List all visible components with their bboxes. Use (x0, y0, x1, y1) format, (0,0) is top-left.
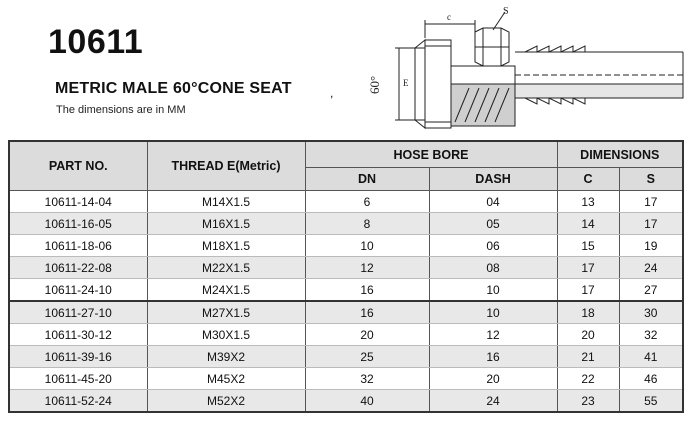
dash-cell: 04 (429, 191, 557, 213)
product-subtitle: METRIC MALE 60°CONE SEAT (55, 80, 292, 97)
part-no-cell: 10611-22-08 (9, 257, 147, 279)
s-cell: 32 (619, 324, 683, 346)
dn-cell: 32 (305, 368, 429, 390)
thread-cell: M14X1.5 (147, 191, 305, 213)
s-cell: 41 (619, 346, 683, 368)
dash-cell: 10 (429, 279, 557, 302)
thread-cell: M24X1.5 (147, 279, 305, 302)
dn-cell: 10 (305, 235, 429, 257)
part-no-cell: 10611-52-24 (9, 390, 147, 413)
part-no-cell: 10611-24-10 (9, 279, 147, 302)
part-no-cell: 10611-45-20 (9, 368, 147, 390)
part-no-cell: 10611-27-10 (9, 301, 147, 324)
part-no-cell: 10611-30-12 (9, 324, 147, 346)
c-cell: 15 (557, 235, 619, 257)
fitting-technical-drawing (365, 2, 690, 132)
dn-cell: 16 (305, 279, 429, 302)
c-label: c (447, 12, 451, 22)
table-row (9, 368, 683, 390)
s-cell: 46 (619, 368, 683, 390)
col-header-part-no: PART NO. (9, 141, 147, 191)
angle-label: 60° (367, 75, 382, 94)
dash-cell: 10 (429, 301, 557, 324)
specification-table (8, 140, 684, 413)
stray-mark: , (330, 86, 334, 100)
col-header-dn: DN (305, 168, 429, 191)
c-cell: 13 (557, 191, 619, 213)
thread-cell: M30X1.5 (147, 324, 305, 346)
dn-cell: 8 (305, 213, 429, 235)
thread-cell: M45X2 (147, 368, 305, 390)
group-header-hose-bore: HOSE BORE (305, 141, 557, 168)
units-note: The dimensions are in MM (56, 104, 186, 116)
table-row (9, 235, 683, 257)
group-header-dimensions: DIMENSIONS (557, 141, 683, 168)
c-cell: 20 (557, 324, 619, 346)
dn-cell: 12 (305, 257, 429, 279)
part-no-cell: 10611-14-04 (9, 191, 147, 213)
c-cell: 17 (557, 257, 619, 279)
table-row (9, 191, 683, 213)
e-label: E (403, 78, 409, 88)
dn-cell: 25 (305, 346, 429, 368)
thread-cell: M27X1.5 (147, 301, 305, 324)
thread-cell: M18X1.5 (147, 235, 305, 257)
dn-cell: 6 (305, 191, 429, 213)
part-no-cell: 10611-18-06 (9, 235, 147, 257)
dash-cell: 16 (429, 346, 557, 368)
s-label: S (503, 6, 509, 17)
table-row (9, 257, 683, 279)
dash-cell: 20 (429, 368, 557, 390)
s-cell: 27 (619, 279, 683, 302)
part-no-cell: 10611-39-16 (9, 346, 147, 368)
c-cell: 23 (557, 390, 619, 413)
dash-cell: 06 (429, 235, 557, 257)
s-cell: 55 (619, 390, 683, 413)
thread-cell: M39X2 (147, 346, 305, 368)
thread-cell: M16X1.5 (147, 213, 305, 235)
c-cell: 21 (557, 346, 619, 368)
col-header-c: C (557, 168, 619, 191)
dash-cell: 12 (429, 324, 557, 346)
table-row (9, 301, 683, 324)
s-cell: 30 (619, 301, 683, 324)
s-cell: 24 (619, 257, 683, 279)
c-cell: 14 (557, 213, 619, 235)
dn-cell: 40 (305, 390, 429, 413)
c-cell: 17 (557, 279, 619, 302)
col-header-s: S (619, 168, 683, 191)
dn-cell: 16 (305, 301, 429, 324)
dn-cell: 20 (305, 324, 429, 346)
dash-cell: 08 (429, 257, 557, 279)
c-cell: 18 (557, 301, 619, 324)
part-no-cell: 10611-16-05 (9, 213, 147, 235)
part-number-title: 10611 (48, 23, 144, 61)
s-cell: 17 (619, 191, 683, 213)
table-row (9, 324, 683, 346)
table-row (9, 390, 683, 413)
table-row (9, 213, 683, 235)
c-cell: 22 (557, 368, 619, 390)
thread-cell: M22X1.5 (147, 257, 305, 279)
table-row (9, 279, 683, 302)
s-cell: 17 (619, 213, 683, 235)
dash-cell: 05 (429, 213, 557, 235)
thread-cell: M52X2 (147, 390, 305, 413)
col-header-dash: DASH (429, 168, 557, 191)
s-cell: 19 (619, 235, 683, 257)
table-row (9, 346, 683, 368)
col-header-thread: THREAD E(Metric) (147, 141, 305, 191)
dash-cell: 24 (429, 390, 557, 413)
